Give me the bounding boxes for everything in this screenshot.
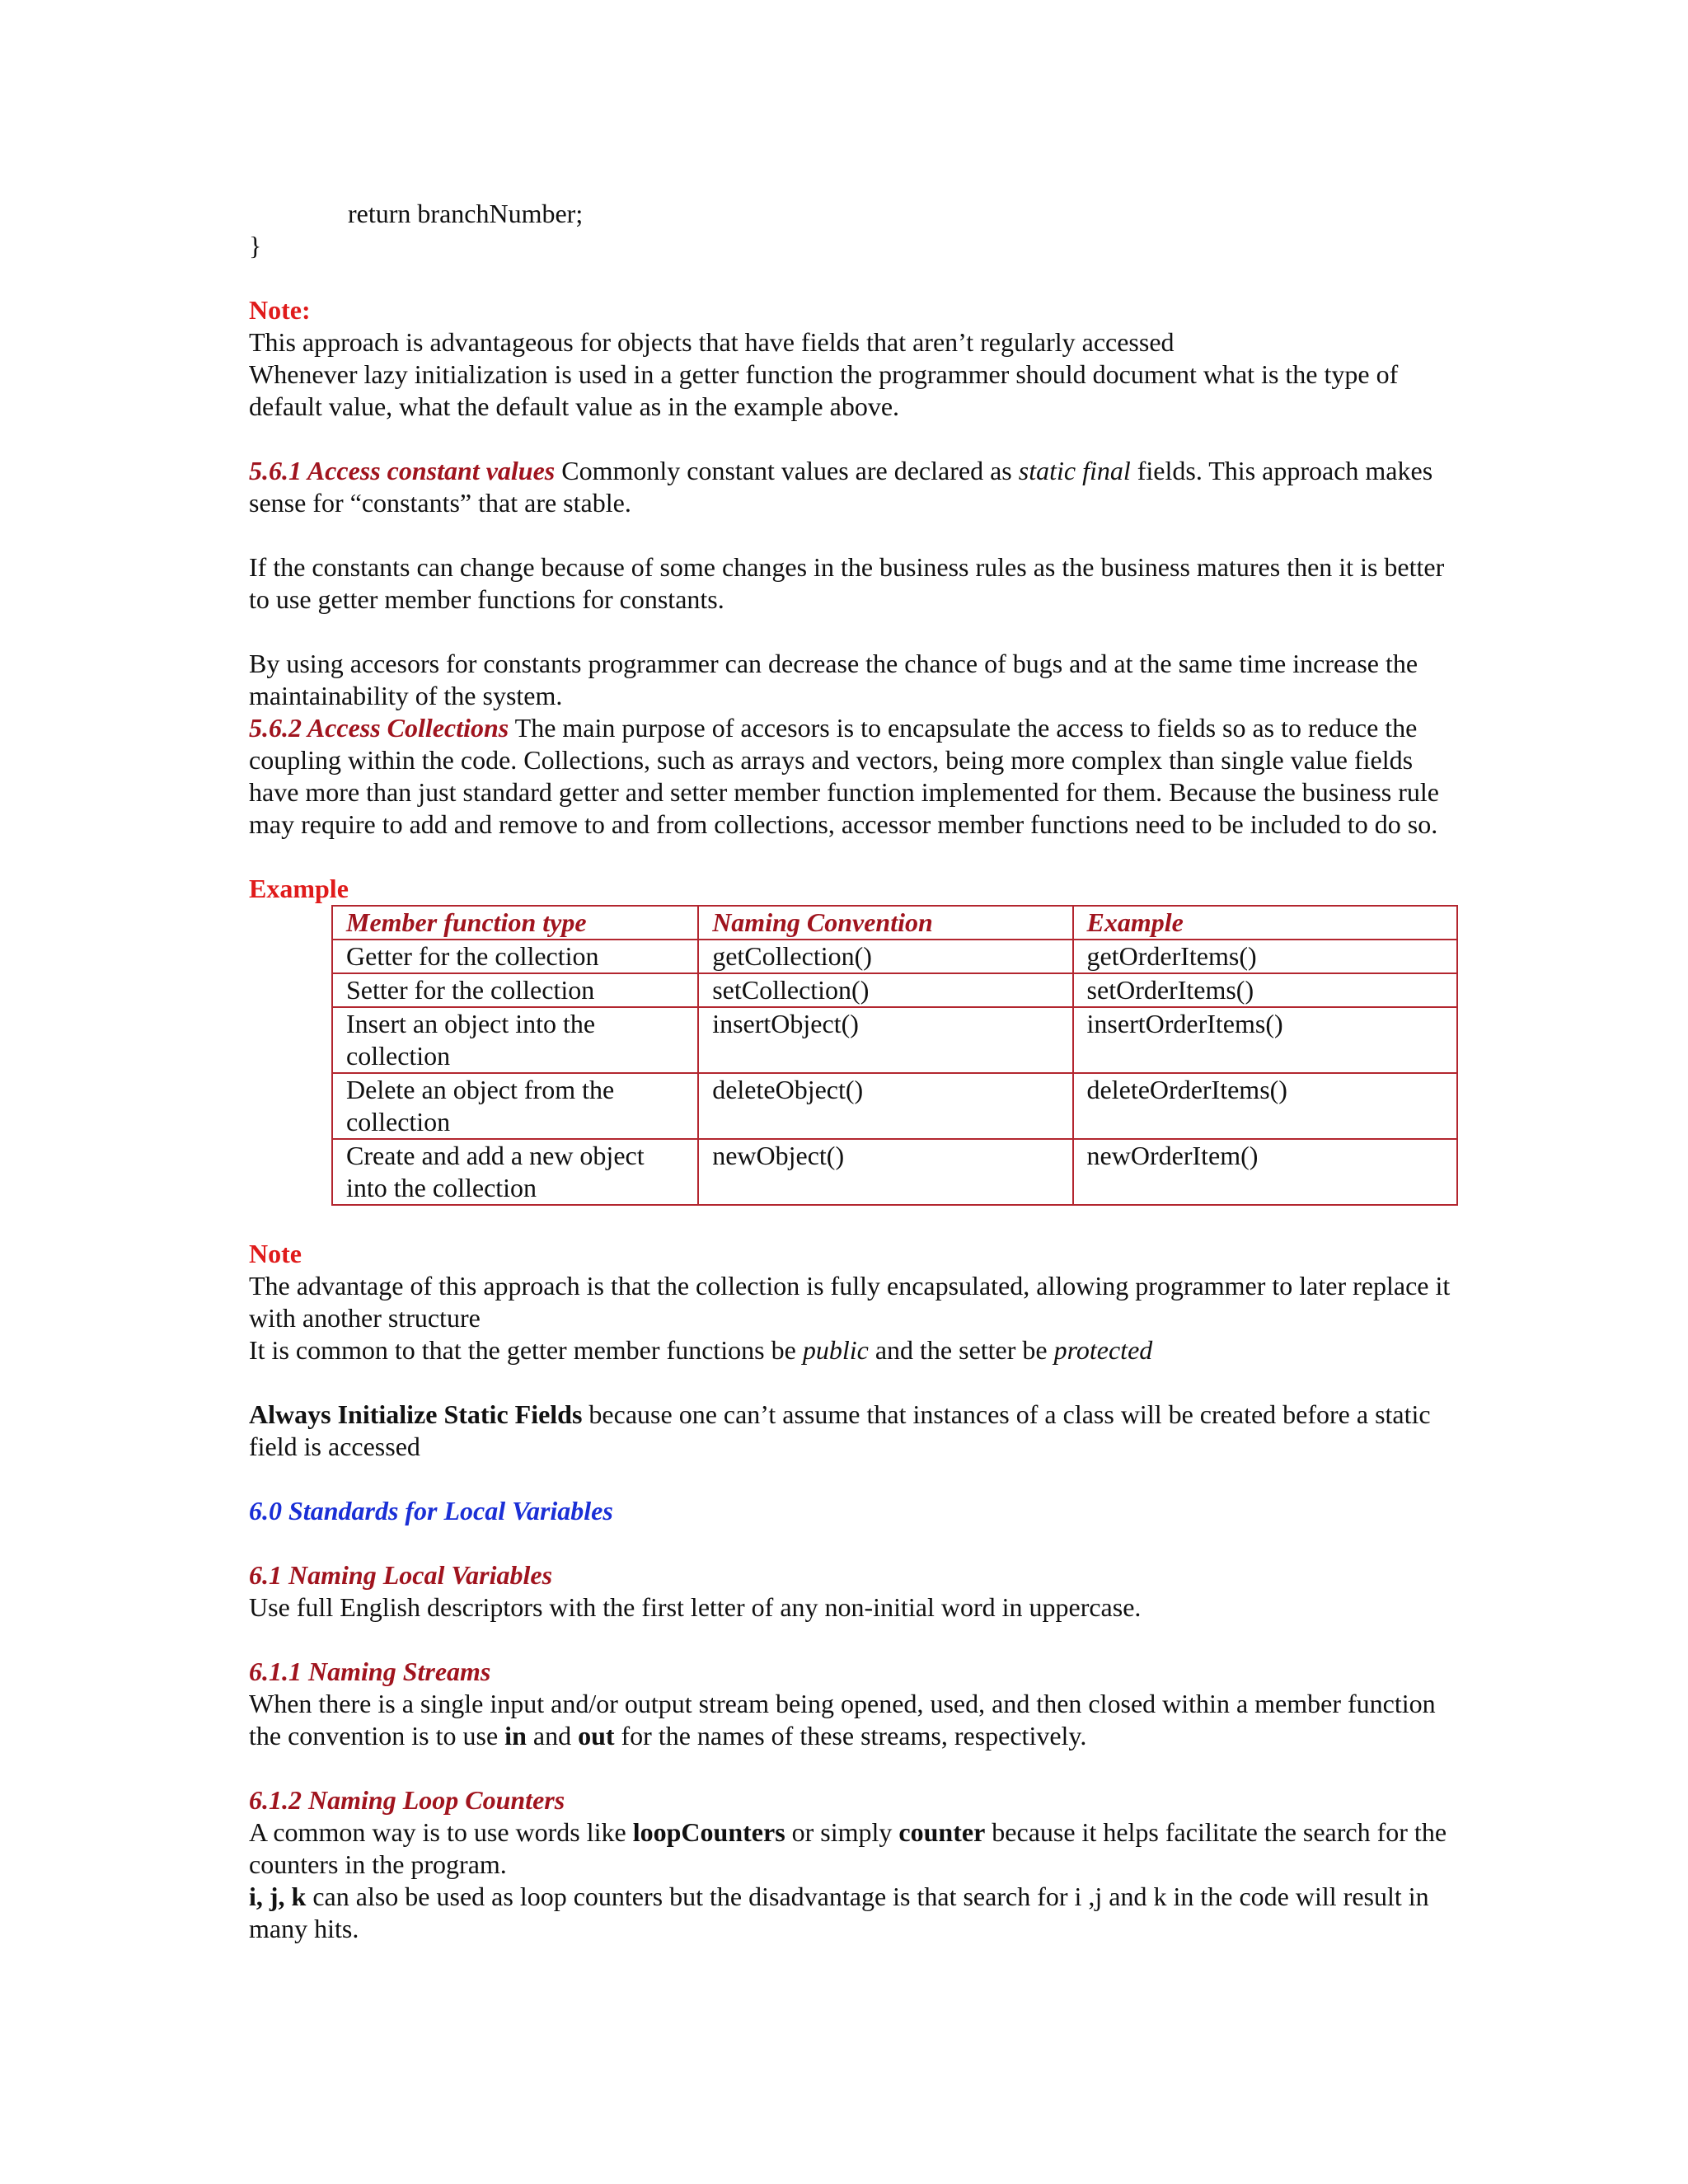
table-row: [332, 1139, 1457, 1205]
table-cell: Delete an object from the collection: [332, 1073, 698, 1139]
table-row: [332, 1007, 1457, 1073]
section-6-1-1-text: When there is a single input and/or output stream being opened, used, and then closed within a member function the convention is to use in and out for the names of these streams, respectively.: [249, 1689, 1436, 1750]
section-5-6-1-heading: 5.6.1 Access constant values: [249, 456, 556, 485]
static-fields-paragraph: Always Initialize Static Fields because one can’t assume that instances of a class will be created before a static field is accessed: [249, 1399, 1431, 1461]
section-6-1-2-text-1: A common way is to use words like loopCounters or simply counter because it helps facilitate the search for the counters in the program.: [249, 1817, 1447, 1879]
table-cell: deleteOrderItems(): [1073, 1073, 1457, 1139]
table-cell: setOrderItems(): [1073, 973, 1457, 1007]
section-6-1-2-text-2: i, j, k can also be used as loop counters but the disadvantage is that search for i ,j and k in the code will result in many hits.: [249, 1882, 1429, 1943]
table-cell: getCollection(): [698, 940, 1072, 973]
table-cell: insertObject(): [698, 1007, 1072, 1073]
note-heading: Note:: [249, 295, 311, 325]
code-closing-brace: }: [249, 231, 262, 260]
note-line-1: This approach is advantageous for objects that have fields that aren’t regularly accessed: [249, 327, 1175, 357]
constants-change-paragraph: If the constants can change because of some changes in the business rules as the business matures then it is better to use getter member functions for constants.: [249, 552, 1445, 614]
table-cell: Setter for the collection: [332, 973, 698, 1007]
table-cell: insertOrderItems(): [1073, 1007, 1457, 1073]
section-6-1-1-heading: 6.1.1 Naming Streams: [249, 1657, 491, 1686]
table-cell: newObject(): [698, 1139, 1072, 1205]
example-heading: Example: [249, 874, 349, 903]
section-6-1-2-heading: 6.1.2 Naming Loop Counters: [249, 1785, 565, 1815]
table-cell: newOrderItem(): [1073, 1139, 1457, 1205]
document-page: [249, 198, 1452, 1945]
table-cell: getOrderItems(): [1073, 940, 1457, 973]
note-2-line-2: It is common to that the getter member functions be public and the setter be protected: [249, 1335, 1153, 1365]
table-cell: Getter for the collection: [332, 940, 698, 973]
collection-accessors-table: [331, 905, 1458, 1206]
section-5-6-2-paragraph: 5.6.2 Access Collections The main purpose of accesors is to encapsulate the access to fields so as to reduce the coupling within the code. Collections, such as arrays and vectors, being more complex than single value fields have more than just standard getter and setter member function implemented for them. Because the business rule may require to add and remove to and from collections, accessor member functions need to be included to do so.: [249, 713, 1439, 839]
section-6-1-text: Use full English descriptors with the first letter of any non-initial word in uppercase.: [249, 1592, 1142, 1622]
note-line-2: Whenever lazy initialization is used in a getter function the programmer should document what is the type of default value, what the default value as in the example above.: [249, 359, 1399, 421]
table-cell: Insert an object into the collection: [332, 1007, 698, 1073]
note-2-line-1: The advantage of this approach is that the collection is fully encapsulated, allowing programmer to later replace it with another structure: [249, 1271, 1451, 1333]
table-header-cell: Example: [1073, 906, 1457, 940]
table-row: [332, 973, 1457, 1007]
note-2-heading: Note: [249, 1239, 302, 1268]
section-6-0-heading: 6.0 Standards for Local Variables: [249, 1496, 613, 1526]
table-header-cell: Naming Convention: [698, 906, 1072, 940]
section-5-6-2-heading: 5.6.2 Access Collections: [249, 713, 509, 743]
accessors-constants-paragraph: By using accesors for constants programmer can decrease the chance of bugs and at the same time increase the maintainability of the system.: [249, 649, 1418, 710]
table-header-row: [332, 906, 1457, 940]
code-return-line: return branchNumber;: [348, 199, 584, 228]
table-cell: Create and add a new object into the collection: [332, 1139, 698, 1205]
section-5-6-1-paragraph: 5.6.1 Access constant values Commonly constant values are declared as static final fields. This approach makes sense for “constants” that are stable.: [249, 456, 1433, 518]
table-cell: setCollection(): [698, 973, 1072, 1007]
table-cell: deleteObject(): [698, 1073, 1072, 1139]
table-row: [332, 1073, 1457, 1139]
table-header-cell: Member function type: [332, 906, 698, 940]
table-row: [332, 940, 1457, 973]
section-6-1-heading: 6.1 Naming Local Variables: [249, 1560, 553, 1590]
